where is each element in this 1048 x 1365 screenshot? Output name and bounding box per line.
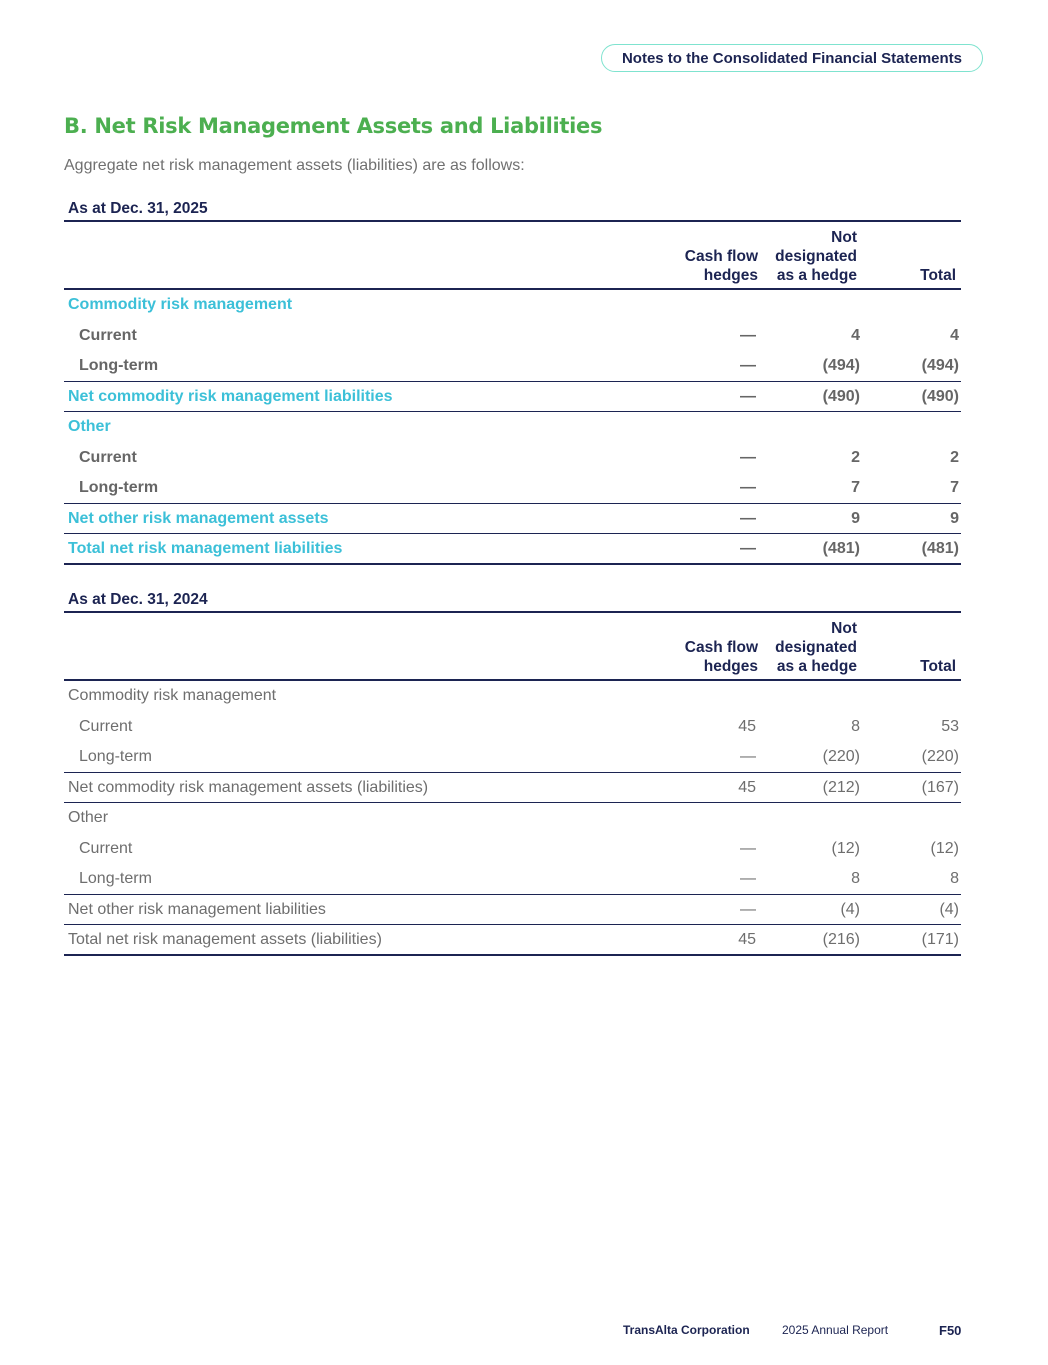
table-row	[64, 412, 961, 443]
page-number: F50	[939, 1323, 962, 1338]
table-row	[64, 895, 961, 926]
cell-total: (171)	[921, 931, 959, 948]
cell-cash-flow: —	[740, 900, 756, 918]
cell-not-designated: (220)	[822, 748, 860, 765]
cell-cash-flow: 45	[738, 717, 756, 735]
cell-not-designated: (494)	[822, 357, 860, 374]
row-label: Current	[79, 326, 137, 344]
table-row	[64, 504, 961, 535]
table-caption: As at Dec. 31, 2025	[64, 197, 961, 222]
table-row	[64, 534, 961, 565]
cell-not-designated: 9	[851, 509, 860, 527]
cell-not-designated: (212)	[822, 778, 860, 796]
cell-cash-flow: —	[740, 326, 756, 344]
row-label: Current	[79, 717, 133, 735]
cell-not-designated: 8	[851, 717, 860, 735]
cell-cash-flow: 45	[738, 931, 756, 948]
table-row	[64, 742, 961, 773]
table-row	[64, 834, 961, 865]
cell-total: (4)	[939, 900, 959, 918]
cell-cash-flow: —	[740, 387, 756, 405]
row-label: Total net risk management liabilities	[68, 540, 343, 557]
cell-total: 7	[950, 479, 959, 496]
table-header	[64, 222, 961, 290]
cell-not-designated: 7	[851, 479, 860, 496]
cell-cash-flow: —	[740, 448, 756, 466]
cell-not-designated: 4	[851, 326, 860, 344]
row-label: Net other risk management liabilities	[68, 900, 326, 918]
column-header-not-designated: Not designated as a hedge	[775, 620, 857, 675]
row-label: Other	[68, 418, 111, 435]
row-label: Long-term	[79, 479, 159, 496]
cell-not-designated: (12)	[831, 839, 860, 857]
cell-not-designated: (490)	[822, 387, 860, 405]
cell-cash-flow: —	[740, 540, 756, 557]
cell-total: 9	[950, 509, 959, 527]
cell-total: (12)	[930, 839, 959, 857]
cell-cash-flow: —	[740, 839, 756, 857]
cell-cash-flow: 45	[738, 778, 756, 796]
cell-total: 2	[950, 448, 959, 466]
column-header-cash-flow: Cash flow hedges	[684, 248, 758, 284]
cell-total: (494)	[921, 357, 959, 374]
table-2025	[64, 197, 961, 565]
table-row	[64, 321, 961, 352]
table-row	[64, 864, 961, 895]
cell-total: 53	[941, 717, 959, 735]
table-header	[64, 613, 961, 681]
row-label: Net commodity risk management assets (liabilities)	[68, 778, 429, 796]
table-2024	[64, 588, 961, 956]
column-header-total: Total	[920, 658, 956, 675]
cell-cash-flow: —	[740, 870, 756, 887]
table-row	[64, 473, 961, 504]
cell-cash-flow: —	[740, 748, 756, 765]
table-row	[64, 681, 961, 712]
cell-not-designated: (4)	[840, 900, 860, 918]
column-header-cash-flow: Cash flow hedges	[684, 639, 758, 675]
cell-total: 4	[950, 326, 959, 344]
table-row	[64, 925, 961, 956]
intro-text: Aggregate net risk management assets (liabilities) are as follows:	[64, 157, 525, 174]
section-header-pill	[601, 44, 983, 72]
row-label: Net other risk management assets	[68, 509, 329, 527]
table-row	[64, 382, 961, 413]
column-header-total: Total	[920, 267, 956, 284]
cell-total: (220)	[921, 748, 959, 765]
row-label: Long-term	[79, 357, 159, 374]
cell-not-designated: (216)	[822, 931, 860, 948]
row-label: Commodity risk management	[68, 687, 277, 704]
footer-report: 2025 Annual Report	[782, 1323, 889, 1337]
column-header-not-designated: Not designated as a hedge	[775, 229, 857, 284]
row-label: Long-term	[79, 748, 152, 765]
row-label: Total net risk management assets (liabilities)	[68, 931, 382, 948]
table-caption: As at Dec. 31, 2024	[64, 588, 961, 613]
table-row	[64, 712, 961, 743]
page-title: B. Net Risk Management Assets and Liabilities	[64, 114, 603, 138]
table-row	[64, 443, 961, 474]
row-label: Net commodity risk management liabilities	[68, 387, 393, 405]
cell-total: (490)	[921, 387, 959, 405]
cell-total: (167)	[921, 778, 959, 796]
table-row	[64, 290, 961, 321]
cell-not-designated: 8	[851, 870, 860, 887]
row-label: Other	[68, 809, 109, 826]
row-label: Current	[79, 839, 133, 857]
cell-cash-flow: —	[740, 509, 756, 527]
table-row	[64, 773, 961, 804]
cell-total: 8	[950, 870, 959, 887]
footer-company: TransAlta Corporation	[623, 1323, 750, 1337]
cell-cash-flow: —	[740, 357, 756, 374]
row-label: Current	[79, 448, 137, 466]
table-row	[64, 351, 961, 382]
cell-total: (481)	[921, 540, 959, 557]
section-header-label: Notes to the Consolidated Financial Statements	[621, 49, 963, 67]
table-row	[64, 803, 961, 834]
cell-not-designated: (481)	[822, 540, 860, 557]
cell-not-designated: 2	[851, 448, 860, 466]
cell-cash-flow: —	[740, 479, 756, 496]
row-label: Commodity risk management	[68, 296, 293, 313]
row-label: Long-term	[79, 870, 152, 887]
